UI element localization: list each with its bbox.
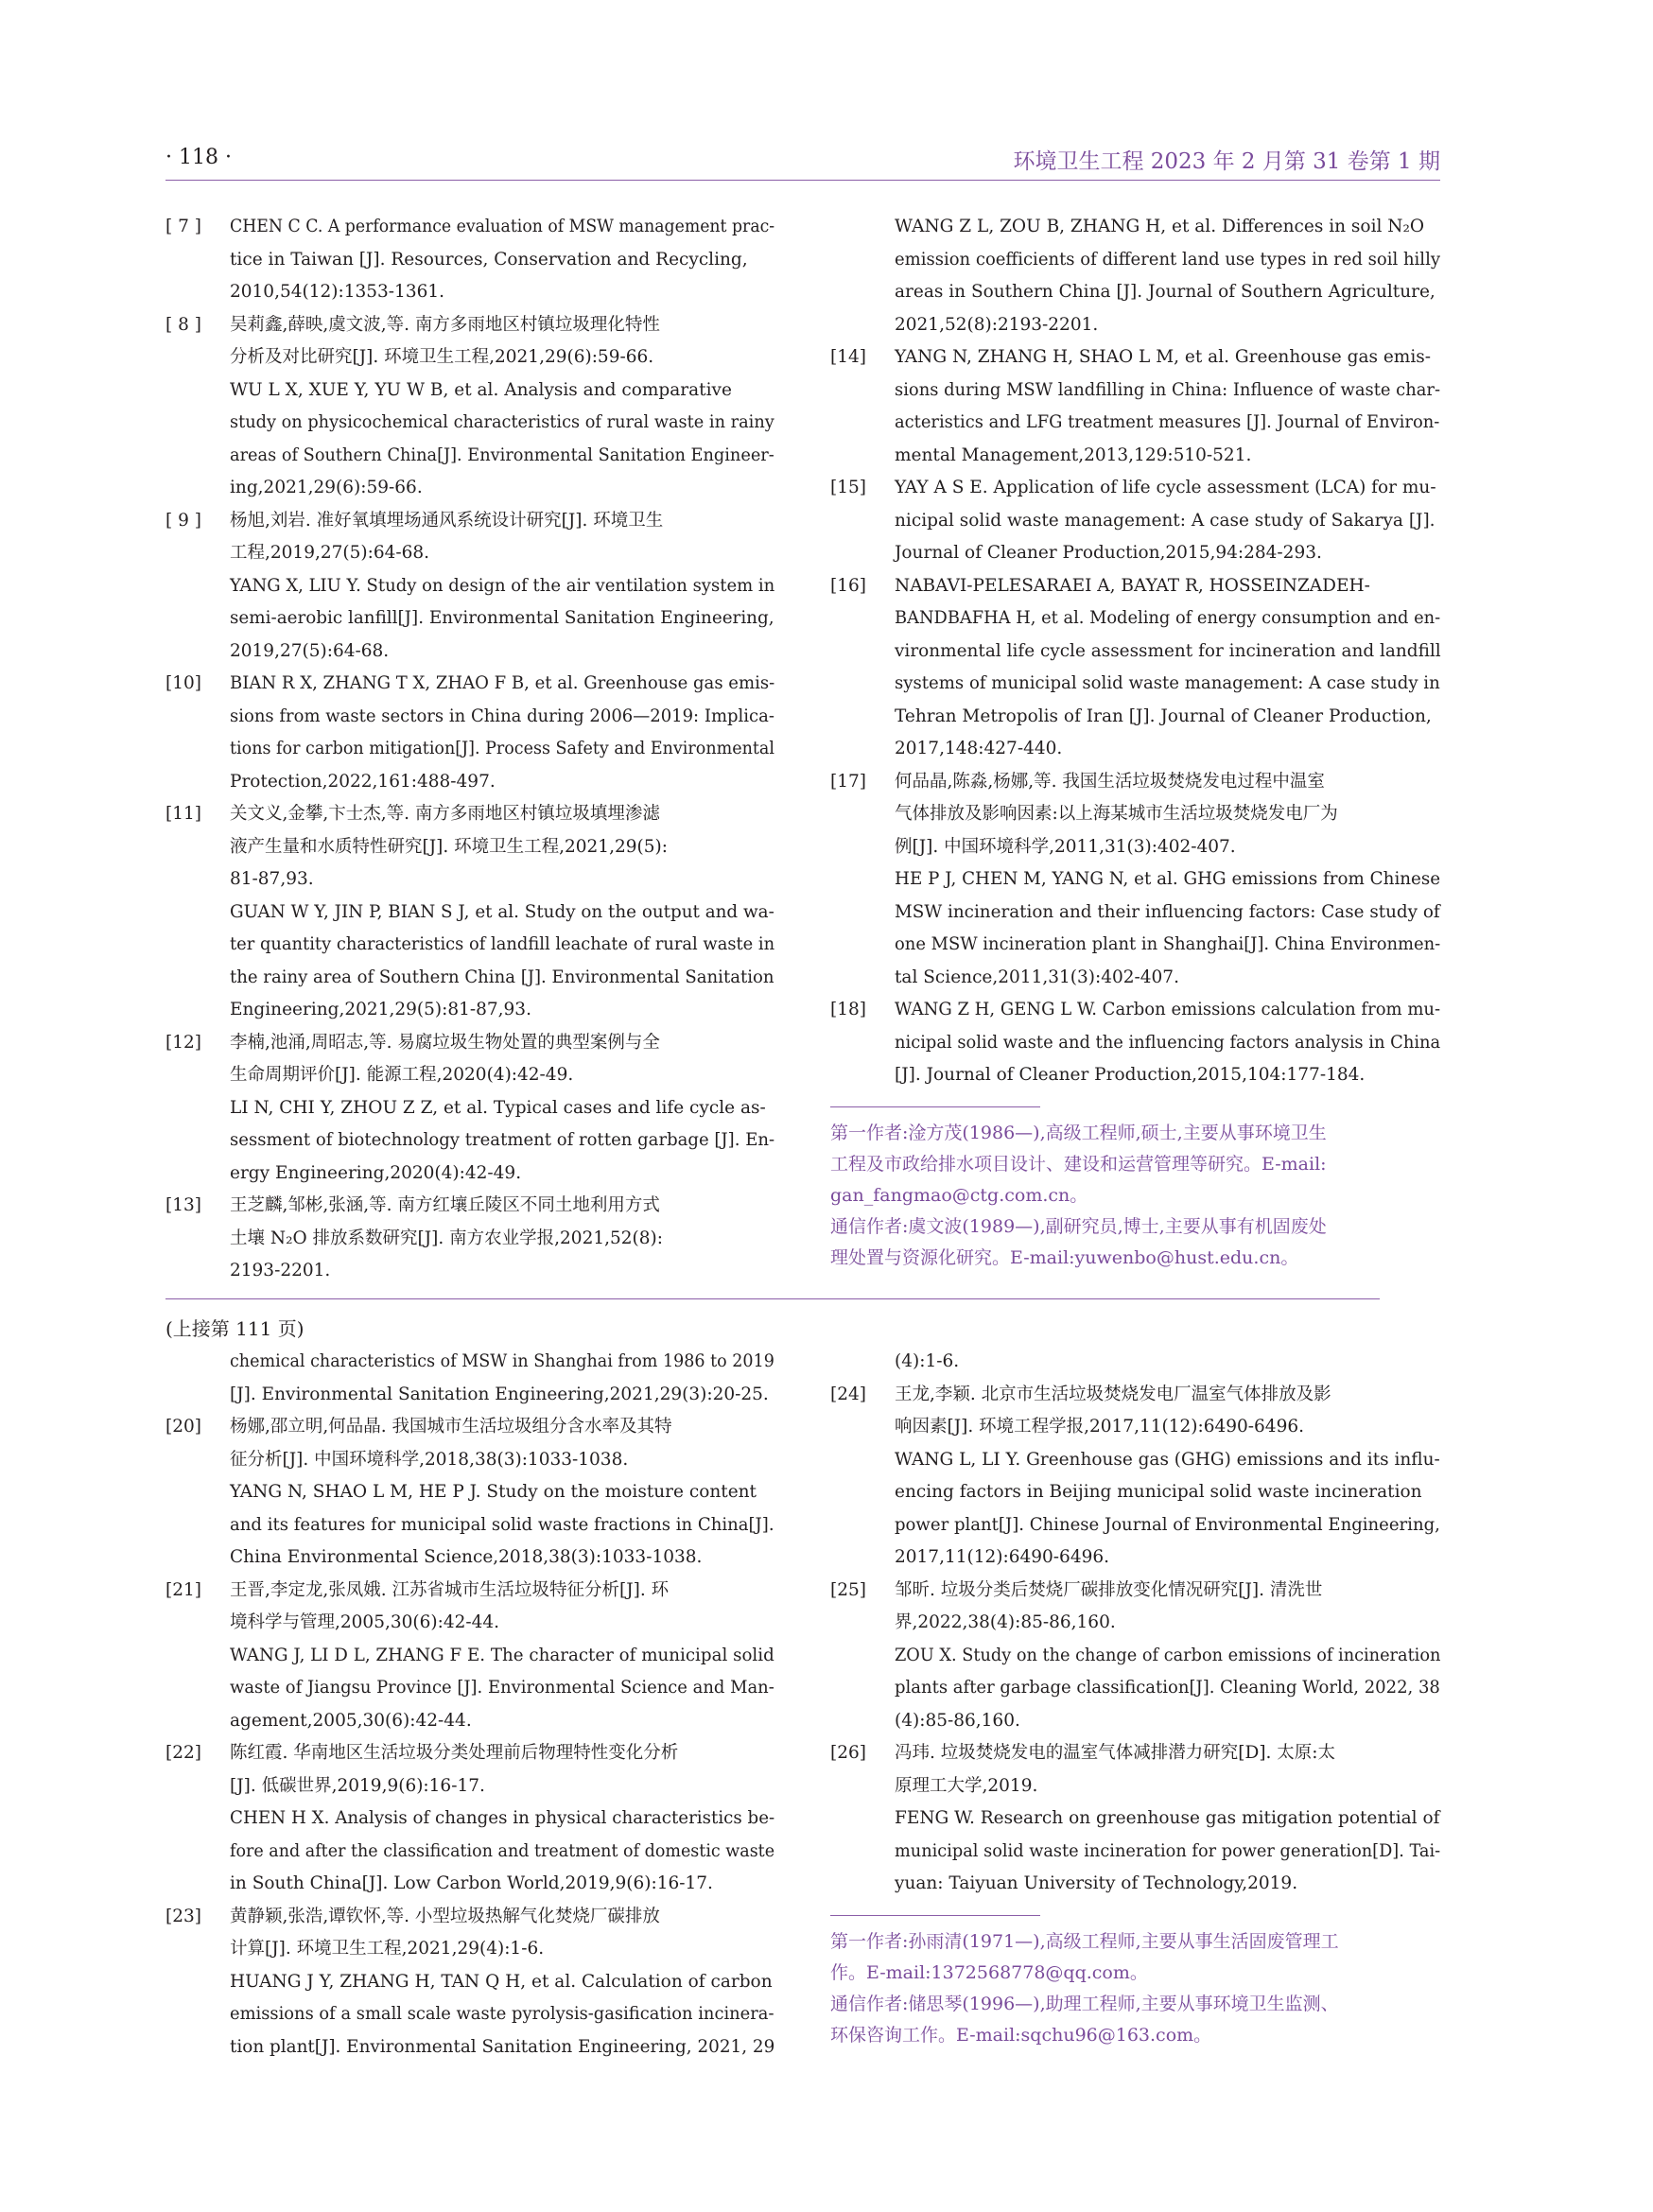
author-line: 通信作者:储思琴(1996—),助理工程师,主要从事环境卫生监测、 [830, 1994, 1339, 2014]
reference-line: 陈红霞. 华南地区生活垃圾分类处理前后物理特性变化分析 [230, 1743, 679, 1763]
reference-entry [165, 1190, 774, 1288]
author-line: 作。E-mail:1372568778@qq.com。 [830, 1962, 1148, 1983]
reference-line: waste of Jiangsu Province [J]. Environmental Science and Man- [230, 1678, 774, 1698]
reference-number: [21] [165, 1579, 201, 1600]
reference-line: systems of municipal solid waste management: A case study in [895, 673, 1440, 693]
reference-line: ter quantity characteristics of landfill leachate of rural waste in [230, 934, 775, 954]
reference-number: [23] [165, 1906, 201, 1926]
reference-line: 原理工大学,2019. [895, 1775, 1038, 1796]
reference-line: acteristics and LFG treatment measures [J]. Journal of Environ- [895, 412, 1440, 432]
reference-line: ergy Engineering,2020(4):42-49. [230, 1162, 522, 1183]
reference-line: 液产生量和水质特性研究[J]. 环境卫生工程,2021,29(5): [230, 836, 668, 857]
reference-line: BIAN R X, ZHANG T X, ZHAO F B, et al. Greenhouse gas emis- [230, 673, 775, 693]
header-rule [165, 180, 1440, 181]
reference-number: [ 7 ] [165, 217, 201, 236]
reference-entry [165, 668, 774, 798]
reference-line: 2017,11(12):6490-6496. [895, 1547, 1110, 1567]
reference-line: YANG X, LIU Y. Study on design of the air ventilation system in [230, 575, 775, 596]
reference-number: [17] [830, 771, 866, 792]
author-line: 第一作者:淦方茂(1986—),高级工程师,硕士,主要从事环境卫生 [830, 1123, 1327, 1143]
reference-entry [830, 1379, 1440, 1575]
reference-line: municipal solid waste incineration for power generation[D]. Tai- [895, 1840, 1441, 1861]
reference-line: China Environmental Science,2018,38(3):1033-1038. [230, 1547, 703, 1567]
reference-entry [165, 1901, 774, 2064]
author-line: 工程及市政给排水项目设计、建设和运营管理等研究。E-mail: [830, 1154, 1327, 1175]
reference-number: [11] [165, 804, 201, 824]
reference-entry [165, 1411, 774, 1575]
reference-line: sions during MSW landfilling in China: Influence of waste char- [895, 379, 1441, 400]
reference-line: sessment of biotechnology treatment of rotten garbage [J]. En- [230, 1130, 775, 1150]
reference-line: 李楠,池涌,周昭志,等. 易腐垃圾生物处置的典型案例与全 [230, 1032, 660, 1053]
reference-line: CHEN C C. A performance evaluation of MSW management prac- [230, 217, 775, 236]
reference-line: 邹昕. 垃圾分类后焚烧厂碳排放变化情况研究[J]. 清洗世 [895, 1579, 1323, 1600]
reference-line: Engineering,2021,29(5):81-87,93. [230, 1000, 531, 1019]
reference-line: (4):1-6. [895, 1351, 960, 1371]
reference-entry [165, 505, 774, 669]
reference-number: [25] [830, 1579, 866, 1600]
reference-line: 吴莉鑫,薛映,虞文波,等. 南方多雨地区村镇垃圾理化特性 [230, 314, 660, 335]
reference-line: semi-aerobic lanfill[J]. Environmental Sanitation Engineering, [230, 608, 774, 628]
reference-line: 关文义,金攀,卞士杰,等. 南方多雨地区村镇垃圾填埋渗滤 [230, 804, 660, 824]
reference-line: 何品晶,陈淼,杨娜,等. 我国生活垃圾焚烧发电过程中温室 [895, 771, 1325, 792]
reference-number: [24] [830, 1384, 866, 1404]
page-number: · 118 · [165, 146, 232, 169]
reference-line: 王芝麟,邹彬,张涵,等. 南方红壤丘陵区不同土地利用方式 [230, 1195, 660, 1215]
reference-line: 2021,52(8):2193-2201. [895, 314, 1099, 335]
reference-line: and its features for municipal solid waste fractions in China[J]. [230, 1514, 774, 1535]
reference-line: 2017,148:427-440. [895, 739, 1063, 758]
author-line: 环保咨询工作。E-mail:sqchu96@163.com。 [830, 2025, 1212, 2046]
reference-line: power plant[J]. Chinese Journal of Environmental Engineering, [895, 1514, 1440, 1535]
reference-line: one MSW incineration plant in Shanghai[J]. China Environmen- [895, 934, 1441, 954]
references-bottom-right [830, 1346, 1440, 1901]
reference-number: [22] [165, 1743, 201, 1763]
reference-line: 王龙,李颖. 北京市生活垃圾焚烧发电厂温室气体排放及影 [895, 1384, 1331, 1404]
reference-number: [ 8 ] [165, 314, 201, 335]
reference-line: yuan: Taiyuan University of Technology,2019. [895, 1873, 1298, 1893]
reference-line: Journal of Cleaner Production,2015,94:284-293. [895, 543, 1322, 563]
reference-line: [J]. Journal of Cleaner Production,2015,104:177-184. [895, 1065, 1366, 1085]
reference-entry [165, 1027, 774, 1191]
reference-line: 2019,27(5):64-68. [230, 640, 390, 661]
reference-entry [830, 1346, 1440, 1379]
reference-line: CHEN H X. Analysis of changes in physical characteristics be- [230, 1808, 775, 1828]
reference-line: 生命周期评价[J]. 能源工程,2020(4):42-49. [230, 1065, 574, 1085]
reference-line: MSW incineration and their influencing factors: Case study of [895, 901, 1440, 922]
section-divider [165, 1298, 1380, 1299]
reference-line: YANG N, ZHANG H, SHAO L M, et al. Greenhouse gas emis- [895, 347, 1432, 367]
reference-line: ZOU X. Study on the change of carbon emissions of incineration [895, 1645, 1441, 1665]
reference-line: study on physicochemical characteristics of rural waste in rainy [230, 412, 774, 432]
reference-entry [165, 1575, 774, 1738]
reference-line: HUANG J Y, ZHANG H, TAN Q H, et al. Calculation of carbon [230, 1971, 773, 1992]
reference-entry [830, 1737, 1440, 1901]
reference-line: Protection,2022,161:488-497. [230, 771, 496, 792]
reference-line: encing factors in Beijing municipal solid waste incineration [895, 1482, 1422, 1502]
reference-line: WANG J, LI D L, ZHANG F E. The character of municipal solid [230, 1645, 774, 1665]
reference-line: tice in Taiwan [J]. Resources, Conservation and Recycling, [230, 249, 748, 270]
reference-line: WU L X, XUE Y, YU W B, et al. Analysis and comparative [230, 379, 732, 400]
reference-line: 2193-2201. [230, 1261, 331, 1280]
reference-line: 界,2022,38(4):85-86,160. [895, 1612, 1116, 1632]
journal-issue: 环境卫生工程 2023 年 2 月第 31 卷第 1 期 [1013, 149, 1440, 174]
reference-entry [830, 472, 1440, 570]
reference-line: mental Management,2013,129:510-521. [895, 444, 1252, 465]
reference-line: (4):85-86,160. [895, 1710, 1020, 1731]
reference-line: fore and after the classification and treatment of domestic waste [230, 1840, 775, 1861]
reference-line: FENG W. Research on greenhouse gas mitigation potential of [895, 1808, 1440, 1828]
reference-entry [830, 1575, 1440, 1738]
reference-entry [165, 211, 774, 309]
reference-line: nicipal solid waste and the influencing factors analysis in China [895, 1032, 1441, 1053]
reference-line: 2010,54(12):1353-1361. [230, 282, 445, 302]
reference-line: 黄静颖,张浩,谭钦怀,等. 小型垃圾热解气化焚烧厂碳排放 [230, 1906, 660, 1926]
reference-entry [830, 570, 1440, 766]
reference-line: areas in Southern China [J]. Journal of Southern Agriculture, [895, 282, 1436, 302]
reference-line: 计算[J]. 环境卫生工程,2021,29(4):1-6. [230, 1939, 545, 1959]
reference-line: tions for carbon mitigation[J]. Process Safety and Environmental [230, 739, 774, 758]
author-line: 第一作者:孙雨清(1971—),高级工程师,主要从事生活固废管理工 [830, 1931, 1339, 1952]
reference-line: 土壤 N₂O 排放系数研究[J]. 南方农业学报,2021,52(8): [230, 1228, 663, 1248]
running-header [165, 142, 1440, 180]
reference-line: WANG L, LI Y. Greenhouse gas (GHG) emissions and its influ- [895, 1449, 1440, 1470]
reference-line: HE P J, CHEN M, YANG N, et al. GHG emissions from Chinese [895, 869, 1441, 889]
reference-line: YANG N, SHAO L M, HE P J. Study on the moisture content [230, 1482, 757, 1502]
author-line: 理处置与资源化研究。E-mail:yuwenbo@hust.edu.cn。 [830, 1247, 1299, 1268]
reference-line: NABAVI-PELESARAEI A, BAYAT R, HOSSEINZADEH- [895, 575, 1370, 596]
reference-entry [165, 1346, 774, 1411]
reference-line: BANDBAFHA H, et al. Modeling of energy consumption and en- [895, 608, 1441, 628]
author-info-top [830, 1118, 1440, 1274]
reference-line: LI N, CHI Y, ZHOU Z Z, et al. Typical cases and life cycle as- [230, 1097, 766, 1118]
reference-line: 81-87,93. [230, 869, 314, 889]
reference-entry [165, 798, 774, 1027]
references-bottom-left [165, 1346, 774, 2064]
reference-line: agement,2005,30(6):42-44. [230, 1710, 472, 1731]
author-rule-top [830, 1106, 1040, 1107]
reference-line: Tehran Metropolis of Iran [J]. Journal of Cleaner Production, [895, 705, 1432, 726]
reference-line: areas of Southern China[J]. Environmental Sanitation Engineer- [230, 444, 774, 465]
continuation-note: (上接第 111 页) [165, 1317, 304, 1340]
author-line: gan_fangmao@ctg.com.cn。 [830, 1185, 1088, 1206]
reference-line: GUAN W Y, JIN P, BIAN S J, et al. Study on the output and wa- [230, 901, 774, 922]
reference-line: 王晋,李定龙,张凤娥. 江苏省城市生活垃圾特征分析[J]. 环 [230, 1579, 670, 1600]
reference-line: vironmental life cycle assessment for incineration and landfill [895, 640, 1441, 661]
reference-number: [10] [165, 673, 201, 693]
reference-entry [165, 309, 774, 505]
reference-number: [13] [165, 1195, 201, 1215]
reference-line: WANG Z L, ZOU B, ZHANG H, et al. Differences in soil N₂O [895, 217, 1425, 236]
reference-number: [18] [830, 1000, 866, 1019]
reference-line: [J]. Environmental Sanitation Engineering,2021,29(3):20-25. [230, 1384, 769, 1404]
reference-line: 境科学与管理,2005,30(6):42-44. [230, 1612, 500, 1632]
reference-line: 分析及对比研究[J]. 环境卫生工程,2021,29(6):59-66. [230, 347, 654, 367]
reference-line: tion plant[J]. Environmental Sanitation Engineering, 2021, 29 [230, 2036, 775, 2057]
reference-line: 杨娜,邵立明,何品晶. 我国城市生活垃圾组分含水率及其特 [230, 1417, 672, 1437]
reference-entry [165, 1737, 774, 1901]
reference-number: [26] [830, 1743, 866, 1763]
reference-line: WANG Z H, GENG L W. Carbon emissions calculation from mu- [895, 1000, 1441, 1019]
reference-line: 例[J]. 中国环境科学,2011,31(3):402-407. [895, 836, 1236, 857]
reference-number: [ 9 ] [165, 510, 201, 531]
reference-line: 冯玮. 垃圾焚烧发电的温室气体减排潜力研究[D]. 太原:太 [895, 1743, 1336, 1763]
references-top-left [165, 211, 774, 1288]
reference-number: [14] [830, 347, 866, 367]
reference-line: 杨旭,刘岩. 准好氧填埋场通风系统设计研究[J]. 环境卫生 [230, 510, 664, 531]
reference-line: emission coefficients of different land use types in red soil hilly [895, 249, 1441, 270]
reference-line: in South China[J]. Low Carbon World,2019,9(6):16-17. [230, 1873, 713, 1893]
reference-line: 响因素[J]. 环境工程学报,2017,11(12):6490-6496. [895, 1417, 1304, 1437]
reference-number: [16] [830, 575, 866, 596]
reference-entry [830, 211, 1440, 341]
author-line: 通信作者:虞文波(1989—),副研究员,博士,主要从事有机固废处 [830, 1216, 1327, 1237]
reference-line: [J]. 低碳世界,2019,9(6):16-17. [230, 1775, 485, 1796]
reference-line: ing,2021,29(6):59-66. [230, 478, 423, 497]
reference-line: sions from waste sectors in China during 2006—2019: Implica- [230, 705, 774, 726]
reference-line: nicipal solid waste management: A case study of Sakarya [J]. [895, 510, 1436, 531]
reference-number: [15] [830, 478, 866, 497]
reference-entry [830, 341, 1440, 472]
reference-line: plants after garbage classification[J]. Cleaning World, 2022, 38 [895, 1678, 1440, 1698]
reference-line: emissions of a small scale waste pyrolysis-gasification incinera- [230, 2004, 774, 2024]
author-rule-bottom [830, 1915, 1040, 1916]
reference-line: 气体排放及影响因素:以上海某城市生活垃圾焚烧发电厂为 [895, 804, 1338, 824]
reference-number: [12] [165, 1032, 201, 1053]
author-info-bottom [830, 1926, 1440, 2051]
reference-line: 工程,2019,27(5):64-68. [230, 543, 430, 563]
reference-line: YAY A S E. Application of life cycle assessment (LCA) for mu- [895, 478, 1436, 497]
reference-entry [830, 994, 1440, 1092]
reference-line: the rainy area of Southern China [J]. Environmental Sanitation [230, 967, 774, 987]
references-top-right [830, 211, 1440, 1092]
reference-entry [830, 766, 1440, 995]
reference-line: 征分析[J]. 中国环境科学,2018,38(3):1033-1038. [230, 1449, 629, 1470]
reference-line: tal Science,2011,31(3):402-407. [895, 967, 1179, 987]
reference-line: chemical characteristics of MSW in Shanghai from 1986 to 2019 [230, 1351, 774, 1371]
reference-number: [20] [165, 1417, 201, 1437]
